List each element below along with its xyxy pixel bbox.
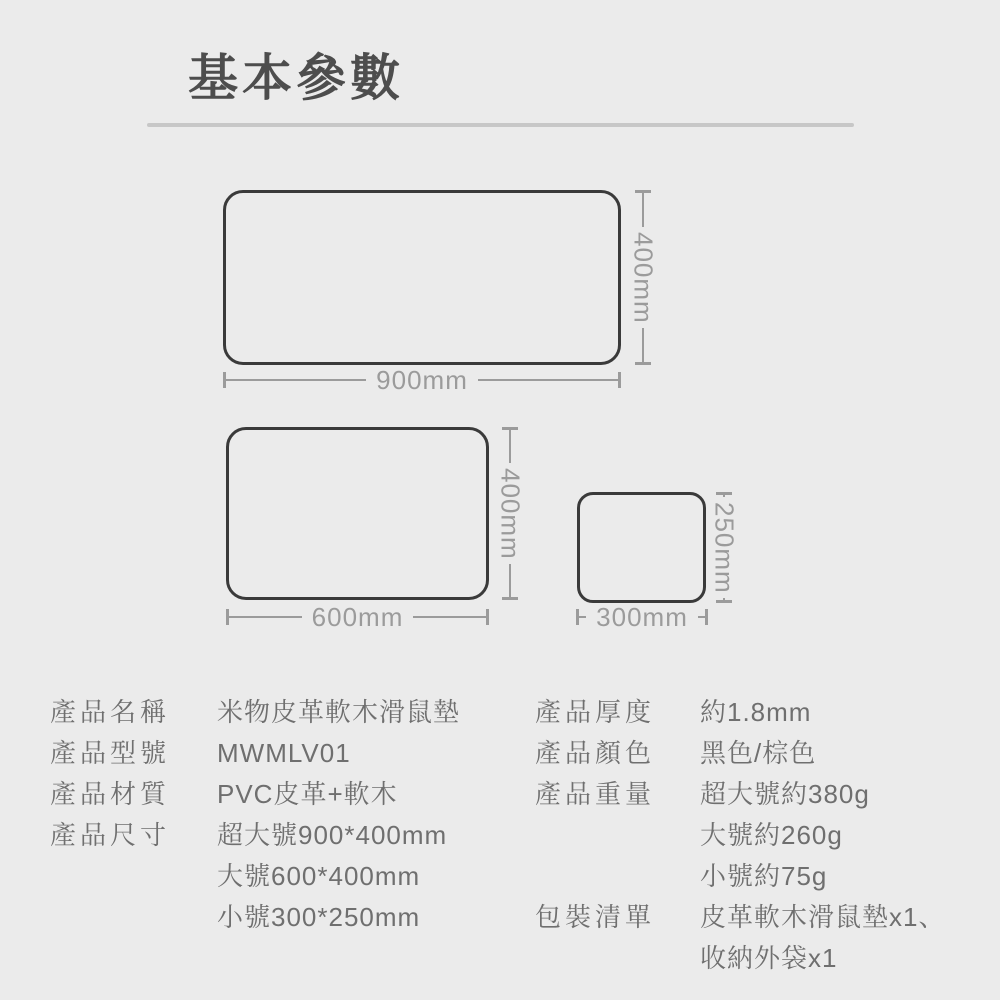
spec-row-material	[50, 774, 460, 815]
dimension-line	[229, 616, 302, 618]
spec-label	[535, 815, 700, 856]
page-title: 基本參數	[188, 50, 404, 106]
height-dimension-small	[709, 492, 740, 603]
width-dimension-small-label: 300mm	[596, 602, 688, 632]
dimension-cap	[486, 609, 489, 625]
height-dimension-xl	[628, 190, 659, 365]
spec-row-product-name	[50, 692, 460, 733]
spec-value: 約1.8mm	[700, 697, 812, 727]
spec-row-size	[50, 815, 460, 856]
spec-label: 產品名稱	[50, 697, 171, 727]
spec-value: 小號300*250mm	[217, 902, 421, 932]
spec-label	[50, 856, 217, 897]
height-dimension-small-label: 250mm	[709, 501, 740, 594]
dimension-line	[579, 616, 586, 618]
width-dimension-xl-label: 900mm	[376, 365, 468, 395]
spec-value: 皮革軟木滑鼠墊x1、	[700, 902, 946, 932]
spec-value: 小號約75g	[700, 861, 828, 891]
dimension-line	[413, 616, 486, 618]
spec-row-weight	[535, 774, 945, 815]
pad-outline-small	[577, 492, 706, 603]
width-dimension-large	[226, 602, 489, 632]
height-dimension-xl-label: 400mm	[628, 231, 659, 324]
pad-outline-large	[226, 427, 489, 600]
spec-label	[50, 897, 217, 938]
width-dimension-large-label: 600mm	[311, 602, 404, 632]
spec-row-color	[535, 733, 945, 774]
dimension-cap	[716, 600, 732, 603]
dimension-line	[226, 379, 366, 381]
dimension-cap	[618, 372, 621, 388]
spec-value: 超大號900*400mm	[217, 820, 448, 850]
spec-label: 產品材質	[50, 779, 171, 809]
spec-value: 米物皮革軟木滑鼠墊	[217, 697, 461, 727]
dimension-line	[642, 193, 644, 227]
spec-value: MWMLV01	[217, 738, 351, 768]
dimension-cap	[705, 609, 708, 625]
dimension-cap	[502, 597, 518, 600]
spec-label	[535, 938, 700, 979]
width-dimension-small	[576, 602, 708, 632]
width-dimension-xl	[223, 365, 621, 395]
dimension-line	[509, 564, 511, 597]
dimension-cap	[635, 362, 651, 365]
pad-outline-xl	[223, 190, 621, 365]
dimension-line	[478, 379, 618, 381]
spec-label: 產品厚度	[535, 697, 656, 727]
spec-label: 包裝清單	[535, 902, 656, 932]
title-divider	[147, 123, 854, 127]
spec-label	[535, 856, 700, 897]
spec-row-package-cont	[535, 938, 945, 979]
spec-value: PVC皮革+軟木	[217, 779, 398, 809]
spec-label: 產品顏色	[535, 738, 656, 768]
spec-row-weight-cont	[535, 856, 945, 897]
spec-row-size-cont	[50, 897, 460, 938]
spec-value: 超大號約380g	[700, 779, 870, 809]
dimension-line	[698, 616, 705, 618]
spec-row-thickness	[535, 692, 945, 733]
spec-label: 產品型號	[50, 738, 171, 768]
spec-row-package	[535, 897, 945, 938]
spec-value: 大號600*400mm	[217, 861, 421, 891]
height-dimension-large-label: 400mm	[495, 467, 526, 560]
spec-row-weight-cont	[535, 815, 945, 856]
spec-value: 黑色/棕色	[700, 738, 817, 768]
spec-table-right	[535, 692, 945, 979]
spec-value: 收納外袋x1	[700, 943, 838, 973]
spec-row-model	[50, 733, 460, 774]
spec-label: 產品重量	[535, 779, 656, 809]
spec-table-left	[50, 692, 460, 938]
dimension-line	[642, 328, 644, 362]
height-dimension-large	[495, 427, 526, 600]
spec-row-size-cont	[50, 856, 460, 897]
spec-value: 大號約260g	[700, 820, 843, 850]
spec-label: 產品尺寸	[50, 820, 171, 850]
dimension-line	[509, 430, 511, 463]
